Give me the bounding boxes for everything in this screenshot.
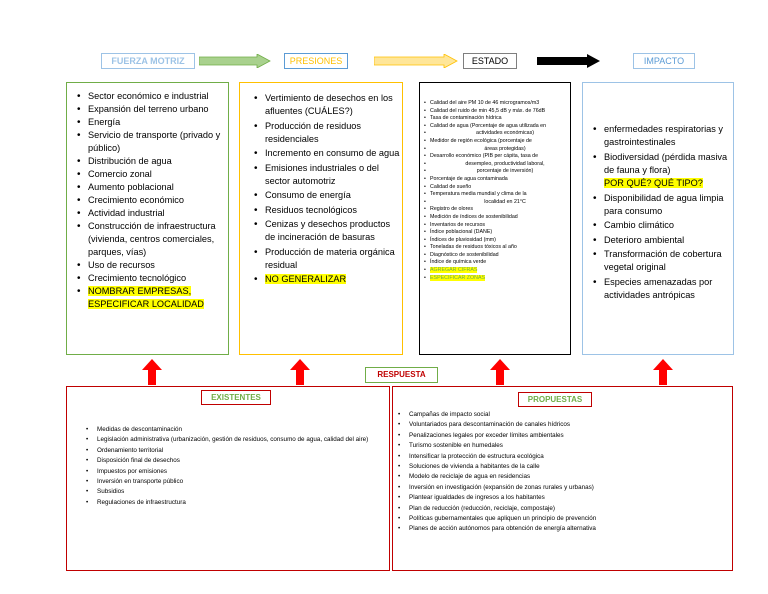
estado-box — [419, 82, 571, 355]
list-item: • Calidad de sueño — [424, 184, 568, 192]
list-item: • Porcentaje de agua contaminada — [424, 176, 568, 184]
list-item: • Registro de olores — [424, 206, 568, 214]
impacto-list — [591, 123, 731, 303]
list-item-highlight — [75, 285, 225, 311]
list-item: • Residuos tecnológicos — [252, 204, 400, 217]
header-impacto: IMPACTO — [633, 53, 695, 69]
impacto-box — [582, 82, 734, 355]
list-item: • Producción de materia orgánica residual — [252, 246, 400, 272]
list-item: • Cambio climático — [591, 219, 731, 232]
list-item: • Políticas gubernamentales que apliquen un principio de prevención — [397, 514, 729, 524]
list-item: • Calidad del ruido de min 45,5 dB y máx. de 76dB — [424, 108, 568, 116]
list-item-highlight — [424, 275, 568, 283]
list-item: • Toneladas de residuos tóxicos al año — [424, 244, 568, 252]
list-item: • Medidor de región ecológica (porcentaje de — [424, 138, 568, 146]
header-existentes: EXISTENTES — [201, 390, 271, 405]
arrow-up-red-icon — [142, 359, 162, 385]
list-item: • Planes de acción autónomos para obtención de energía alternativa — [397, 524, 729, 534]
list-item: • Índice poblacional (DANE) — [424, 229, 568, 237]
list-item-continuation: • áreas protegidas) — [424, 146, 568, 154]
highlight-note: NO GENERALIZAR — [265, 274, 347, 284]
list-item-highlight — [252, 273, 400, 286]
list-item: • Calidad de agua (Porcentaje de agua utilizada en — [424, 123, 568, 131]
presiones-list — [252, 92, 400, 288]
highlight-note: ESPECIFICAR ZONAS — [430, 274, 486, 281]
list-item: • Modelo de reciclaje de agua en residencias — [397, 472, 729, 482]
list-item: • Penalizaciones legales por exceder límites ambientales — [397, 431, 729, 441]
list-item: • Tasa de contaminación hídrica — [424, 115, 568, 123]
list-item-continuation: • desempleo, productividad laboral, — [424, 161, 568, 169]
arrow-up-red-icon — [290, 359, 310, 385]
list-item: • Comercio zonal — [75, 168, 225, 181]
list-item: • Emisiones industriales o del sector automotriz — [252, 162, 400, 188]
list-item: • Transformación de cobertura vegetal original — [591, 248, 731, 274]
header-estado: ESTADO — [463, 53, 517, 69]
list-item: • Plantear igualdades de ingresos a los habitantes — [397, 493, 729, 503]
list-item: • Subsidios — [85, 487, 385, 497]
list-item: • Incremento en consumo de agua — [252, 147, 400, 160]
arrow-right-yellow-icon — [374, 54, 458, 68]
highlight-note: POR QUÉ? QUÉ TIPO? — [604, 177, 703, 188]
list-item: • Servicio de transporte (privado y público) — [75, 129, 225, 155]
list-item: • Expansión del terreno urbano — [75, 103, 225, 116]
list-item: • Regulaciones de infraestructura — [85, 498, 385, 508]
propuestas-list — [397, 410, 729, 535]
list-item: • Soluciones de vivienda a habitantes de la calle — [397, 462, 729, 472]
list-item: • Índice de química verde — [424, 259, 568, 267]
list-item: • enfermedades respiratorias y gastrointestinales — [591, 123, 731, 149]
list-item: • Disponibilidad de agua limpia para consumo — [591, 192, 731, 218]
list-item-text: Biodiversidad (pérdida masiva de fauna y flora) — [604, 151, 728, 175]
arrow-up-red-icon — [653, 359, 673, 385]
list-item: • Voluntariados para descontaminación de canales hídricos — [397, 420, 729, 430]
list-item: • Especies amenazadas por actividades antrópicas — [591, 276, 731, 302]
list-item-continuation: • actividades económicas) — [424, 130, 568, 138]
list-item: • Disposición final de desechos — [85, 456, 385, 466]
estado-list — [424, 100, 568, 282]
list-item: • Inversión en investigación (expansión de zonas rurales y urbanas) — [397, 483, 729, 493]
list-item: • Uso de recursos — [75, 259, 225, 272]
list-item: • Consumo de energía — [252, 189, 400, 202]
list-item: • Crecimiento económico — [75, 194, 225, 207]
list-item: • Temperatura media mundial y clima de la — [424, 191, 568, 199]
fuerza-motriz-box — [66, 82, 229, 355]
highlight-note: AGREGAR CIFRAS — [430, 267, 478, 274]
list-item: • Medidas de descontaminación — [85, 425, 385, 435]
list-item: • Vertimiento de desechos en los afluentes (CUÁLES?) — [252, 92, 400, 118]
propuestas-box — [392, 386, 733, 571]
list-item: • Cenizas y desechos productos de incineración de basuras — [252, 218, 400, 244]
highlight-note: NOMBRAR EMPRESAS, ESPECIFICAR LOCALIDAD — [88, 286, 204, 309]
list-item: • Distribución de agua — [75, 155, 225, 168]
list-item: • Intensificar la protección de estructura ecológica — [397, 452, 729, 462]
list-item: • Legislación administrativa (urbanización, gestión de residuos, consumo de agua, calidad del aire) — [85, 435, 385, 445]
list-item: • Índices de pluviosidad (mm) — [424, 237, 568, 245]
list-item: • Diagnóstico de sostenibilidad — [424, 252, 568, 260]
existentes-box — [66, 386, 390, 571]
list-item: • Construcción de infraestructura (vivienda, centros comerciales, parques, vías) — [75, 220, 225, 259]
list-item: • Plan de reducción (reducción, reciclaje, compostaje) — [397, 504, 729, 514]
header-fuerza-motriz: FUERZA MOTRIZ — [101, 53, 195, 69]
list-item-highlight — [424, 267, 568, 275]
header-respuesta: RESPUESTA — [365, 367, 438, 383]
header-propuestas: PROPUESTAS — [518, 392, 592, 407]
list-item: • Impuestos por emisiones — [85, 467, 385, 477]
list-item: • Sector económico e industrial — [75, 90, 225, 103]
presiones-box — [239, 82, 403, 355]
arrow-right-green-icon — [199, 54, 271, 68]
list-item: • Actividad industrial — [75, 207, 225, 220]
list-item: • Medición de índices de sostenibilidad — [424, 214, 568, 222]
list-item: • Turismo sostenible en humedales — [397, 441, 729, 451]
list-item — [591, 151, 731, 190]
arrow-up-red-icon — [490, 359, 510, 385]
list-item: • Energía — [75, 116, 225, 129]
existentes-list — [85, 425, 385, 508]
list-item: • Inversión en transporte público — [85, 477, 385, 487]
list-item-continuation: • porcentaje de inversión) — [424, 168, 568, 176]
header-presiones: PRESIONES — [284, 53, 348, 69]
list-item: • Aumento poblacional — [75, 181, 225, 194]
arrow-right-black-icon — [537, 54, 601, 68]
fuerza-motriz-list — [75, 90, 225, 311]
list-item: • Calidad del aire PM 10 de 46 microgramos/m3 — [424, 100, 568, 108]
list-item-continuation: • localidad en 21°C — [424, 199, 568, 207]
list-item: • Producción de residuos residenciales — [252, 120, 400, 146]
list-item: • Ordenamiento territorial — [85, 446, 385, 456]
list-item: • Deterioro ambiental — [591, 234, 731, 247]
list-item: • Inventarios de recursos — [424, 222, 568, 230]
list-item: • Desarrollo económico (PIB per cápita, tasa de — [424, 153, 568, 161]
list-item: • Campañas de impacto social — [397, 410, 729, 420]
list-item: • Crecimiento tecnológico — [75, 272, 225, 285]
